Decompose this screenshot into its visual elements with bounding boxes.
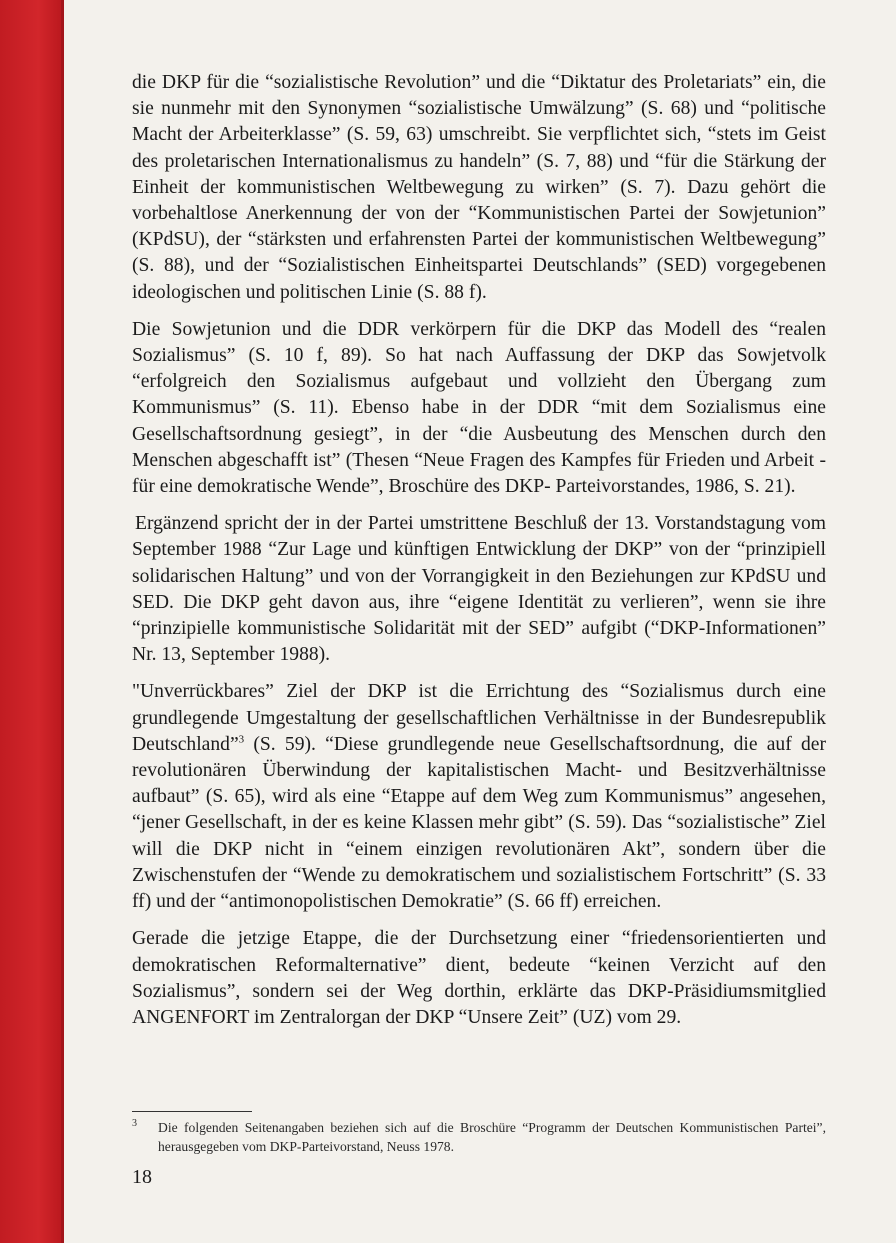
red-margin-band xyxy=(0,0,64,1243)
paragraph-3: Ergänzend spricht der in der Partei umstrittene Beschluß der 13. Vorstandstagung vom September 1988 “Zur Lage und künftigen Entwicklung der DKP” von der “prinzipiell solidarischen Haltung” und von der Vorrangigkeit in den Beziehungen zur KPdSU und SED. Die DKP geht davon aus, ihre “eigene Identität zu verlieren”, wenn sie ihre “prinzipielle kommunistische Solidarität mit der SED” aufgibt (“DKP-Informationen” Nr. 13, September 1988). xyxy=(132,513,826,666)
paragraph-1: die DKP für die “sozialistische Revolution” und die “Diktatur des Proletariats” ein, die sie nunmehr mit den Synonymen “sozialistische Umwälzung” (S. 68) und “politische Macht der Arbeiterklasse” (S. 59, 63) umschreibt. Sie verpflichtet sich, “stets im Geist des proletarischen Internationalismus zu handeln” (S. 7, 88) und “für die Stärkung der Einheit der kommunistischen Weltbewegung zu wirken” (S. 7). Dazu gehört die vorbehaltlose Anerkennung der von der “Kommunistischen Partei der Sowjetunion” (KPdSU), der “stärksten und erfahrensten Partei der kommunistischen Weltbewegung” (S. 88), und der “Sozialistischen Einheitspartei Deutschlands” (SED) vorgegebenen ideologischen und politischen Linie (S. 88 f). xyxy=(132,72,826,303)
paragraph-5: Gerade die jetzige Etappe, die der Durchsetzung einer “friedensorientierten und demokratischen Reformalternative” dient, bedeute “keinen Verzicht auf den Sozialismus”, sondern sei der Weg dorthin, erklärte das DKP-Präsidiumsmitglied ANGENFORT im Zentralorgan der DKP “Unsere Zeit” (UZ) vom 29. xyxy=(132,928,826,1028)
footnote: 3 Die folgenden Seitenangaben beziehen sich auf die Broschüre “Programm der Deutschen Kommunistischen Partei”, herausgegeben vom DKP-Parteivorstand, Neuss 1978. xyxy=(132,1118,826,1154)
paragraph-4 xyxy=(132,679,826,915)
paragraph-4-part-2: (S. 59). “Diese grundlegende neue Gesellschaftsordnung, die auf der revolutionären Überwindung der kapitalistischen Macht- und Besitzverhältnisse aufbaut” (S. 65), wird als eine “Etappe auf dem Weg zum Kommunismus” angesehen, “jener Gesellschaft, in der es keine Klassen mehr gibt” (S. 59). Das “sozialistische” Ziel will die DKP nicht in “einem einzigen revolutionären Akt”, sondern über die Zwischenstufen der “Wende zu demokratischem und sozialistischem Fortschritt” (S. 33 ff) und der “antimonopolistischen Demokratie” (S. 66 ff) erreichen. xyxy=(132,733,826,913)
page-number: 18 xyxy=(132,1166,152,1188)
body-text xyxy=(132,70,826,1042)
footnote-divider xyxy=(132,1111,252,1112)
footnote-text: Die folgenden Seitenangaben beziehen sich auf die Broschüre “Programm der Deutschen Kommunistischen Partei”, herausgegeben vom DKP-Parteivorstand, Neuss 1978. xyxy=(158,1120,826,1154)
paragraph-2: Die Sowjetunion und die DDR verkörpern für die DKP das Modell des “realen Sozialismus” (S. 10 f, 89). So hat nach Auffassung der DKP das Sowjetvolk “erfolgreich den Sozialismus aufgebaut und vollzieht den Übergang zum Kommunismus” (S. 11). Ebenso habe in der DDR “mit dem Sozialismus eine Gesellschaftsordnung gesiegt”, in der “die Ausbeutung des Menschen durch den Menschen abgeschafft ist” (Thesen “Neue Fragen des Kampfes für Frieden und Arbeit - für eine demokratische Wende”, Broschüre des DKP- Parteivorstandes, 1986, S. 21). xyxy=(132,318,826,498)
paragraph-4-part-1: "Unverrückbares” Ziel der DKP ist die Errichtung des “Sozialismus durch eine grundlegende Umgestaltung der gesellschaftlichen Verhältnisse in der Bundesrepublik Deutschland” xyxy=(132,681,826,755)
footnote-reference: 3 xyxy=(238,733,245,746)
